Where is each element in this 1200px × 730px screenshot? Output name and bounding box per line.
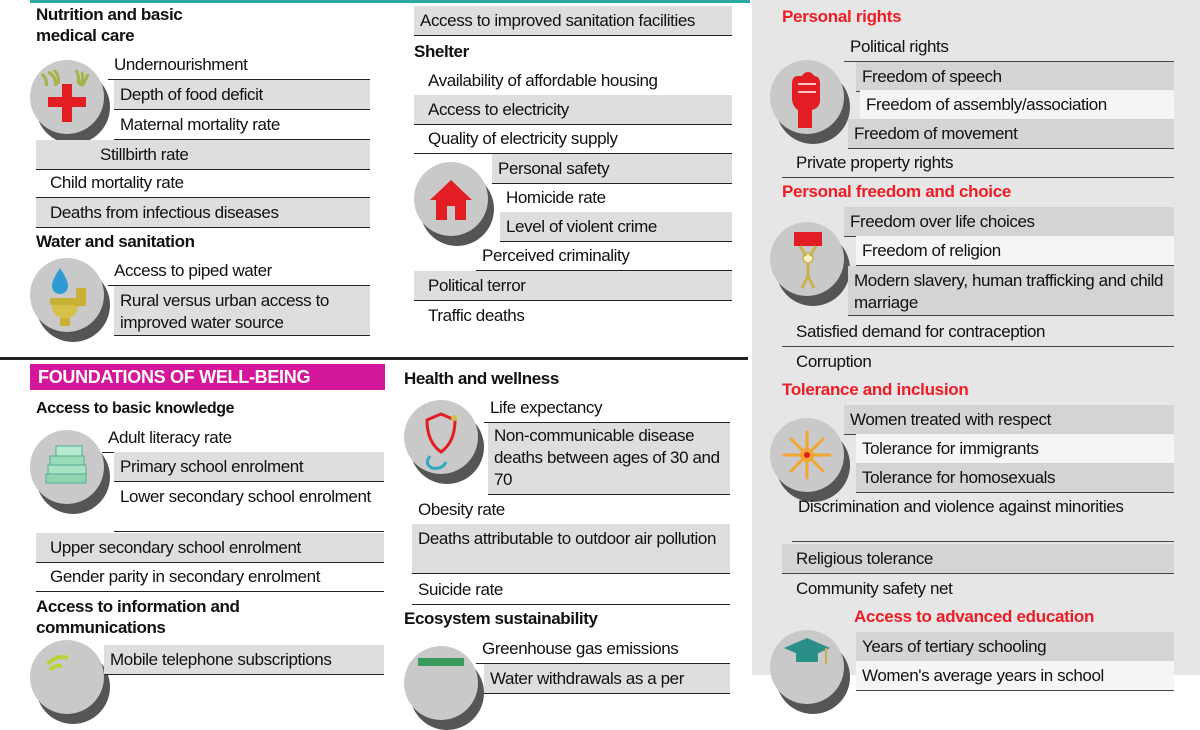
list-item: Women treated with respect	[844, 405, 1174, 435]
list-item: Obesity rate	[412, 495, 730, 525]
list-item: Women's average years in school	[856, 661, 1174, 691]
list-item: Deaths from infectious diseases	[36, 198, 370, 228]
books-icon	[30, 430, 104, 504]
list-item: Discrimination and violence against minorities	[792, 492, 1174, 542]
list-item: Deaths attributable to outdoor air pollution	[412, 524, 730, 574]
list-item: Rural versus urban access to improved water source	[114, 286, 370, 336]
list-item: Community safety net	[796, 578, 953, 598]
list-item: Political rights	[844, 32, 1174, 62]
tolerance-heading: Tolerance and inclusion	[782, 380, 969, 399]
list-item: Tolerance for homosexuals	[856, 463, 1174, 493]
info-heading: Access to information and communications	[36, 597, 240, 637]
health-shield-icon	[404, 400, 478, 474]
raised-fist-icon	[770, 60, 844, 134]
list-item: Access to piped water	[108, 256, 370, 286]
list-item: Homicide rate	[500, 183, 732, 213]
list-item: Satisfied demand for contraception	[782, 317, 1174, 347]
starburst-icon	[770, 418, 844, 492]
list-item: Child mortality rate	[36, 168, 370, 198]
list-item: Adult literacy rate	[102, 423, 384, 453]
list-item: Level of violent crime	[500, 212, 732, 242]
list-item: Freedom of movement	[848, 119, 1174, 149]
list-item: Maternal mortality rate	[114, 110, 370, 140]
list-item: Life expectancy	[484, 393, 730, 423]
ecosystem-heading: Ecosystem sustainability	[404, 609, 598, 628]
food-medical-icon	[30, 60, 104, 134]
list-item: Stillbirth rate	[36, 140, 370, 170]
column-basic-needs	[30, 0, 385, 675]
house-icon	[414, 162, 488, 236]
list-item: Mobile telephone subscriptions	[104, 645, 384, 675]
list-item: Access to electricity	[414, 95, 732, 125]
advanced-education-heading: Access to advanced education	[854, 607, 1095, 626]
list-item: Primary school enrolment	[114, 452, 384, 482]
list-item: Gender parity in secondary enrolment	[36, 562, 384, 592]
list-item: Quality of electricity supply	[414, 124, 732, 154]
list-item: Perceived criminality	[476, 241, 732, 271]
list-item: Freedom of religion	[856, 236, 1174, 266]
earth-icon	[404, 646, 478, 720]
list-item: Private property rights	[782, 148, 1174, 178]
list-item: Upper secondary school enrolment	[36, 533, 384, 563]
list-item: Lower secondary school enrolment	[114, 482, 384, 532]
list-item: Modern slavery, human trafficking and child marriage	[848, 266, 1174, 316]
shelter-heading: Shelter	[414, 42, 469, 61]
graduation-cap-icon	[770, 630, 844, 704]
health-heading: Health and wellness	[404, 369, 559, 388]
list-item: Traffic deaths	[428, 305, 525, 325]
column-shelter-health	[400, 0, 745, 688]
list-item: Non-communicable disease deaths between ages of 30 and 70	[488, 423, 730, 495]
list-item: Freedom of assembly/association	[860, 90, 1174, 120]
list-item: Depth of food deficit	[114, 80, 370, 110]
knowledge-heading: Access to basic knowledge	[36, 400, 235, 417]
person-sign-icon	[770, 222, 844, 296]
list-item: Water withdrawals as a per	[484, 664, 730, 694]
list-item: Personal safety	[492, 154, 732, 184]
list-item: Political terror	[414, 271, 732, 301]
water-tap-icon	[30, 258, 104, 332]
list-item: Freedom of speech	[856, 62, 1174, 92]
column-opportunity	[752, 0, 1200, 685]
foundations-label: FOUNDATIONS OF WELL-BEING	[30, 364, 385, 390]
list-item: Corruption	[796, 351, 872, 371]
list-item: Freedom over life choices	[844, 207, 1174, 237]
list-item: Suicide rate	[412, 575, 730, 605]
list-item: Greenhouse gas emissions	[476, 634, 730, 664]
list-item: Tolerance for immigrants	[856, 434, 1174, 464]
nutrition-heading: Nutrition and basic medical care	[36, 5, 183, 45]
list-item: Religious tolerance	[782, 544, 1174, 574]
personal-freedom-heading: Personal freedom and choice	[782, 182, 1012, 201]
personal-rights-heading: Personal rights	[782, 7, 902, 26]
water-heading: Water and sanitation	[36, 232, 195, 251]
list-item: Access to improved sanitation facilities	[414, 6, 732, 36]
list-item: Undernourishment	[108, 50, 370, 80]
list-item: Availability of affordable housing	[414, 66, 732, 96]
list-item: Years of tertiary schooling	[856, 632, 1174, 662]
wifi-phone-icon	[30, 640, 104, 714]
